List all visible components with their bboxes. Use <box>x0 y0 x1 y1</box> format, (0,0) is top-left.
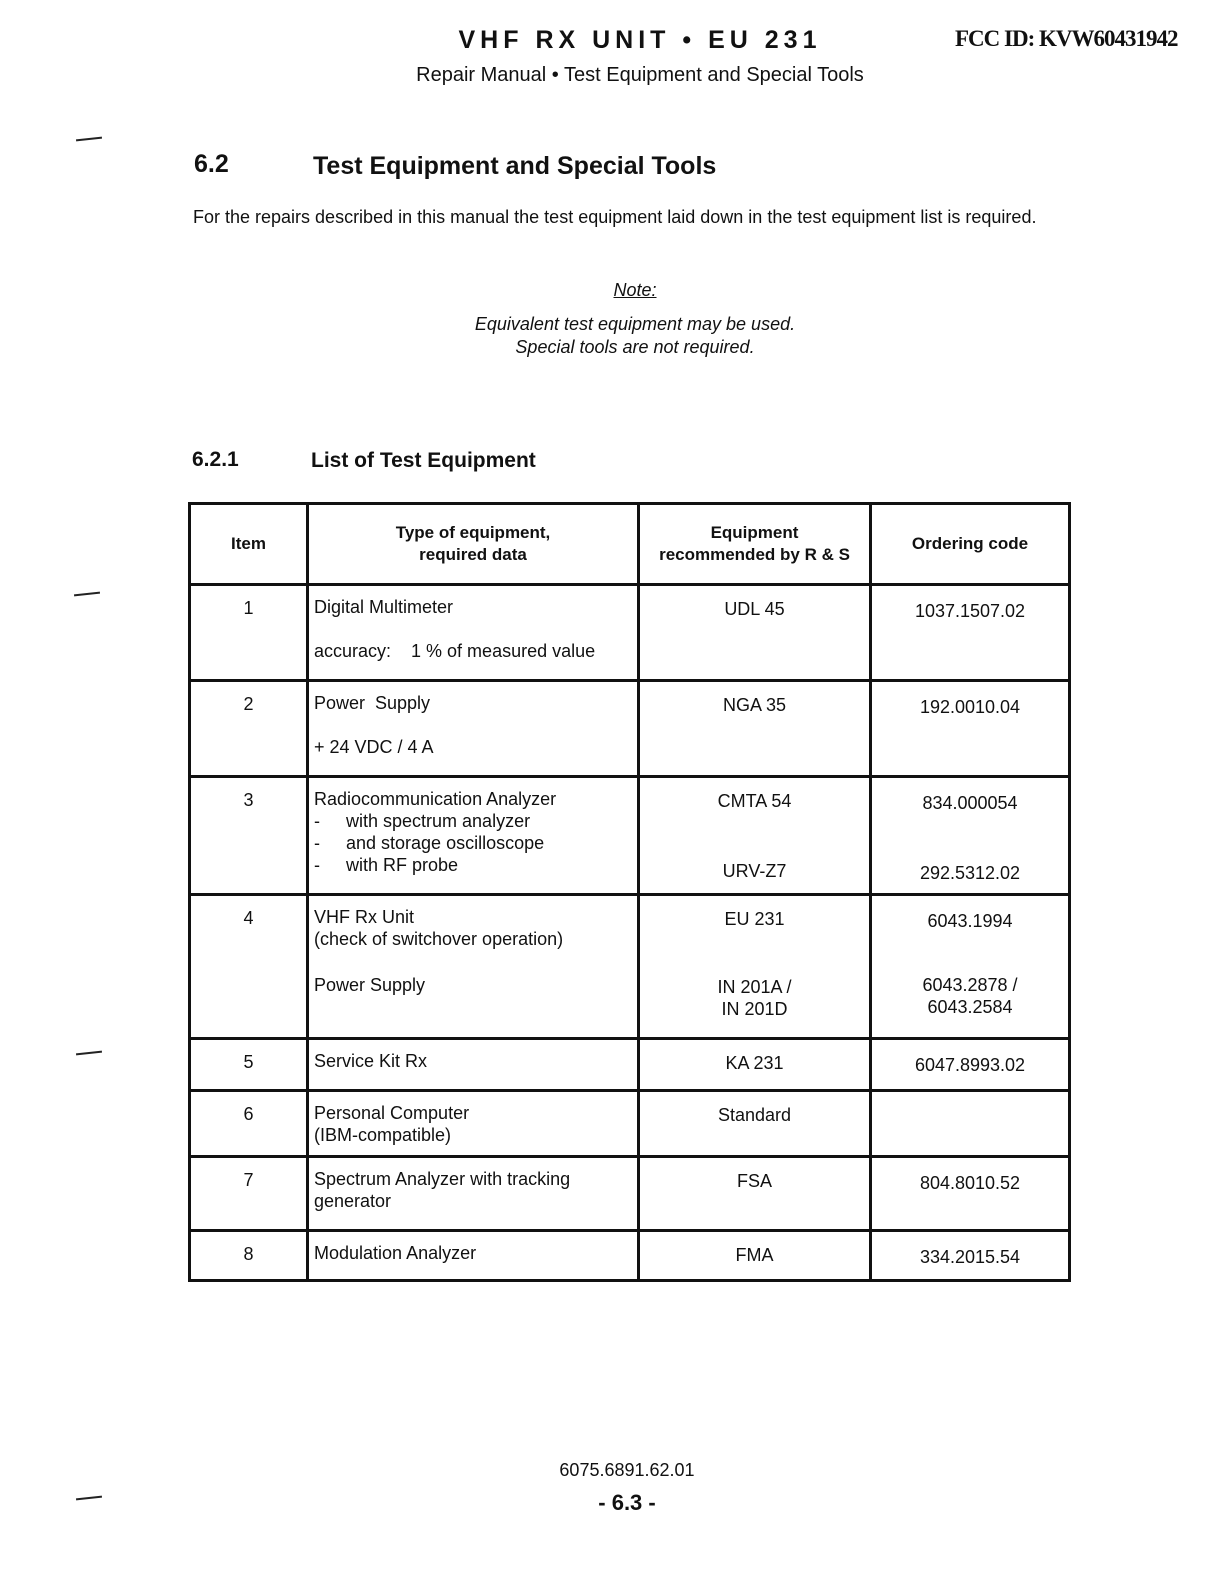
recommended-equipment <box>639 895 871 1039</box>
header-type-line-1: Type of equipment, <box>395 523 551 542</box>
ordering-code: 334.2015.54 <box>871 1231 1070 1281</box>
ordering-code-secondary-line-2: 6043.2584 <box>927 997 1013 1017</box>
document-subtitle: Repair Manual • Test Equipment and Special Tools <box>416 64 864 86</box>
ordering-code-primary: 6043.1994 <box>927 911 1013 931</box>
recommended-equipment: KA 231 <box>639 1039 871 1091</box>
type-name-line-2: (IBM-compatible) <box>314 1125 452 1145</box>
recommended-primary: CMTA 54 <box>717 791 792 811</box>
table-row <box>190 777 1070 895</box>
equipment-type <box>308 895 639 1039</box>
item-number: 5 <box>190 1039 308 1091</box>
item-number: 1 <box>190 585 308 681</box>
document-code: 6075.6891.62.01 <box>559 1460 695 1480</box>
test-equipment-table <box>188 502 1071 1282</box>
item-number: 6 <box>190 1091 308 1157</box>
type-name-line-2: generator <box>314 1191 392 1211</box>
type-name: Power Supply <box>314 693 431 713</box>
table-row <box>190 1157 1070 1231</box>
type-sub-item: - with RF probe <box>314 855 459 875</box>
recommended-equipment <box>639 777 871 895</box>
section-number: 6.2 <box>194 150 229 178</box>
recommended-equipment: NGA 35 <box>639 681 871 777</box>
header-recommended <box>639 504 871 585</box>
ordering-code-secondary-line-1: 6043.2878 / <box>922 975 1018 995</box>
ordering-code: 1037.1507.02 <box>871 585 1070 681</box>
ordering-code-primary: 834.000054 <box>922 793 1018 813</box>
type-name: Personal Computer <box>314 1103 470 1123</box>
header-ordering-code: Ordering code <box>871 504 1070 585</box>
item-number: 3 <box>190 777 308 895</box>
fcc-id: FCC ID: KVW60431942 <box>955 26 1178 51</box>
item-number: 2 <box>190 681 308 777</box>
ordering-code <box>871 895 1070 1039</box>
table-row <box>190 895 1070 1039</box>
subsection-number: 6.2.1 <box>192 448 239 471</box>
ordering-code <box>871 1091 1070 1157</box>
document-title: VHF RX UNIT • EU 231 <box>458 26 822 54</box>
equipment-type: Service Kit Rx <box>308 1039 639 1091</box>
note-label: Note: <box>613 280 657 300</box>
item-number: 7 <box>190 1157 308 1231</box>
note-line-1: Equivalent test equipment may be used. <box>474 314 796 334</box>
table-row <box>190 681 1070 777</box>
type-requirement: + 24 VDC / 4 A <box>314 737 434 757</box>
recommended-equipment: FMA <box>639 1231 871 1281</box>
recommended-secondary: URV-Z7 <box>722 861 787 881</box>
recommended-primary: EU 231 <box>724 909 785 929</box>
section-title: Test Equipment and Special Tools <box>313 152 717 180</box>
header-type <box>308 504 639 585</box>
type-sub-item: - with spectrum analyzer <box>314 811 531 831</box>
equipment-type <box>308 1157 639 1231</box>
note-line-2: Special tools are not required. <box>515 337 755 357</box>
type-name: Digital Multimeter <box>314 597 454 617</box>
ordering-code-secondary: 292.5312.02 <box>919 863 1021 883</box>
recommended-equipment: FSA <box>639 1157 871 1231</box>
header-type-line-2: required data <box>419 545 527 564</box>
subsection-title: List of Test Equipment <box>311 449 536 472</box>
table-row <box>190 1039 1070 1091</box>
ordering-code: 192.0010.04 <box>871 681 1070 777</box>
recommended-equipment: Standard <box>639 1091 871 1157</box>
type-name: Radiocommunication Analyzer <box>314 789 557 809</box>
page-number: - 6.3 - <box>598 1490 656 1515</box>
header-recommended-line-1: Equipment <box>710 523 799 542</box>
recommended-secondary-line-2: IN 201D <box>721 999 788 1019</box>
table-row <box>190 1091 1070 1157</box>
header-recommended-line-2: recommended by R & S <box>659 545 850 564</box>
equipment-type: Modulation Analyzer <box>308 1231 639 1281</box>
ordering-code: 804.8010.52 <box>871 1157 1070 1231</box>
type-requirement: Power Supply <box>314 975 426 995</box>
table-row <box>190 585 1070 681</box>
recommended-equipment: UDL 45 <box>639 585 871 681</box>
scan-mark <box>76 1051 102 1056</box>
header-item: Item <box>190 504 308 585</box>
type-name: VHF Rx Unit <box>314 907 415 927</box>
item-number: 8 <box>190 1231 308 1281</box>
recommended-secondary-line-1: IN 201A / <box>717 977 792 997</box>
table-header-row <box>190 504 1070 585</box>
scan-mark <box>74 592 100 597</box>
equipment-type <box>308 1091 639 1157</box>
type-name-line-2: (check of switchover operation) <box>314 929 564 949</box>
scan-mark <box>76 137 102 142</box>
type-name: Spectrum Analyzer with tracking <box>314 1169 571 1189</box>
item-number: 4 <box>190 895 308 1039</box>
type-requirement: accuracy: 1 % of measured value <box>314 641 596 661</box>
equipment-type <box>308 777 639 895</box>
type-sub-item: - and storage oscilloscope <box>314 833 545 853</box>
ordering-code <box>871 777 1070 895</box>
intro-paragraph: For the repairs described in this manual the test equipment laid down in the test equipment list is required. <box>193 207 1037 227</box>
ordering-code: 6047.8993.02 <box>871 1039 1070 1091</box>
equipment-type <box>308 681 639 777</box>
table-row <box>190 1231 1070 1281</box>
equipment-type <box>308 585 639 681</box>
